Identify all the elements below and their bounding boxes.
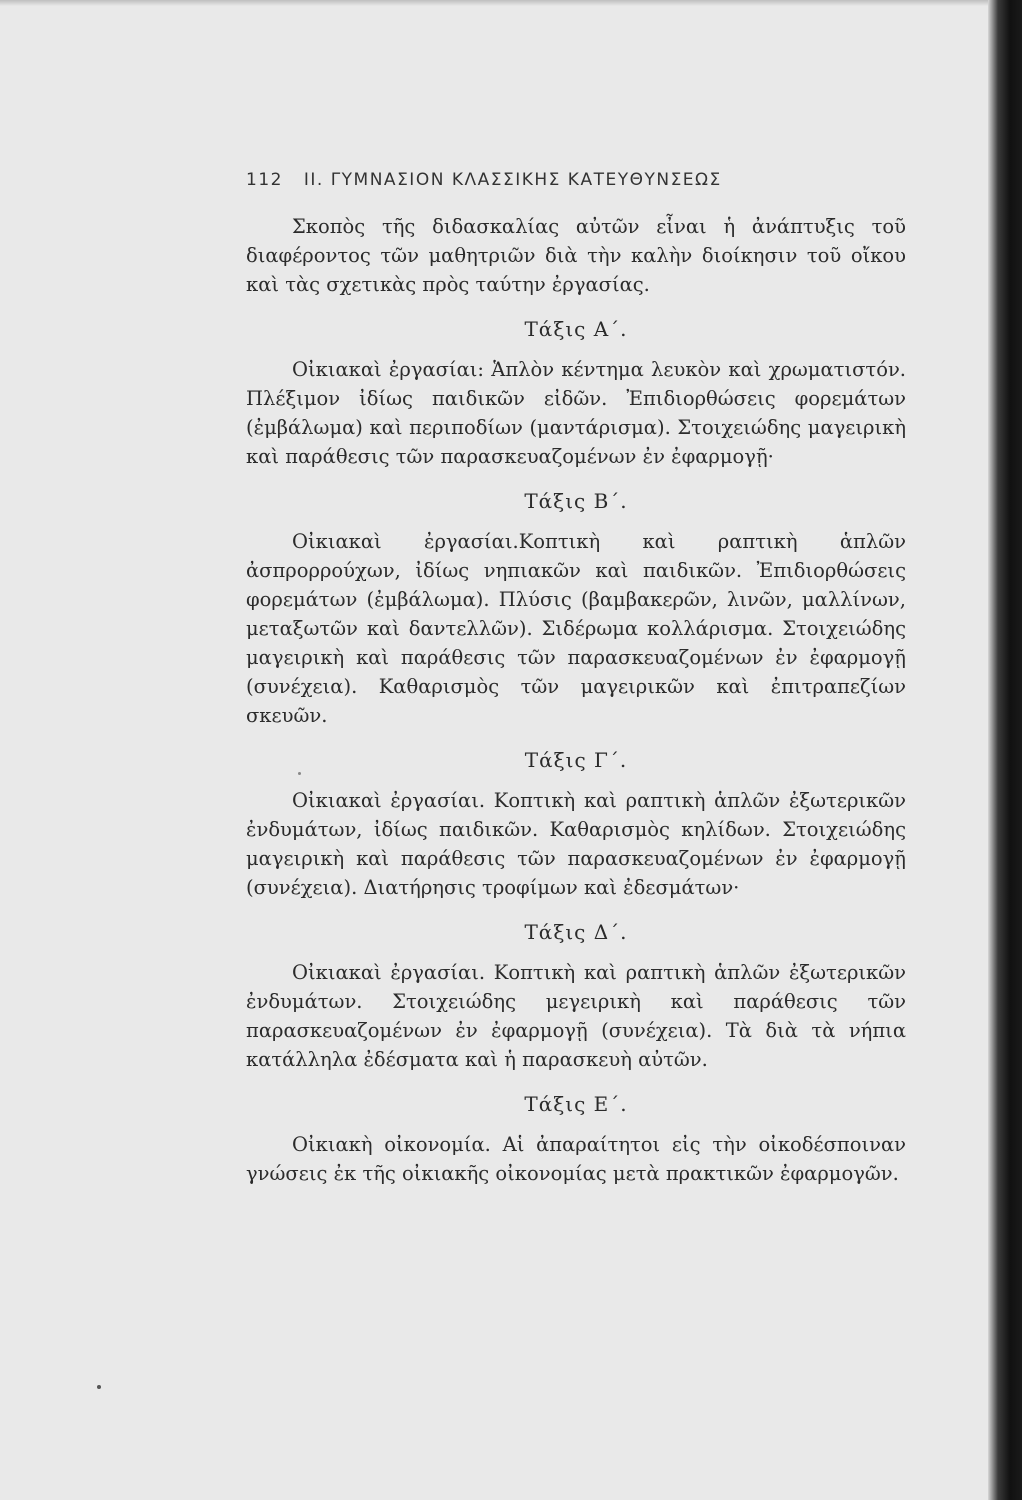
document-page [246, 170, 906, 1188]
intro-paragraph: Σκοπὸς τῆς διδασκαλίας αὐτῶν εἶναι ἡ ἀνάπτυξις τοῦ διαφέροντος τῶν μαθητριῶν διὰ τὴν καλὴν διοίκησιν τοῦ οἴκου καὶ τὰς σχετικὰς πρὸς ταύτην ἐργασίας. [246, 215, 906, 296]
section-text-b: Οἰκιακαὶ ἐργασίαι.Κοπτικὴ καὶ ραπτικὴ ἁπλῶν ἀσπρορρούχων, ἰδίως νηπιακῶν καὶ παιδικῶν. Ἐπιδιορθώσεις φορεμάτων (ἐμβάλωμα). Πλύσις (βαμβακερῶν, λινῶν, μαλλίνων, μεταξωτῶν καὶ δαντελλῶν). Σιδέρωμα κολλάρισμα. Στοιχειώδης μαγειρικὴ καὶ παράθεσις τῶν παρασκευαζομένων ἐν ἐφαρμογῇ (συνέχεια). Καθαρισμὸς τῶν μαγειρικῶν καὶ ἐπιτραπεζίων σκευῶν. [246, 530, 906, 727]
section-heading-b: Τάξις Β΄. [524, 489, 628, 513]
section-heading-c: Τάξις Γ΄. [524, 748, 628, 772]
ink-speck [97, 1385, 101, 1389]
page-binding-edge [988, 0, 1022, 1500]
page-top-shadow [0, 0, 1022, 6]
section-text-a: Οἰκιακαὶ ἐργασίαι: Ἁπλὸν κέντημα λευκὸν καὶ χρωματιστόν. Πλέξιμον ἰδίως παιδικῶν εἰδῶν. Ἐπιδιορθώσεις φορεμάτων (ἐμβάλωμα) καὶ περιποδίων (μαντάρισμα). Στοιχειώδης μαγειρικὴ καὶ παράθεσις τῶν παρασκευαζομένων ἐν ἐφαρμογῇ· [246, 358, 906, 468]
section-text-d: Οἰκιακαὶ ἐργασίαι. Κοπτικὴ καὶ ραπτικὴ ἁπλῶν ἐξωτερικῶν ἐνδυμάτων. Στοιχειώδης μεγειρικὴ καὶ παράθεσις τῶν παρασκευαζομένων ἐν ἐφαρμογῇ (συνέχεια). Τὰ διὰ τὰ νήπια κατάλληλα ἐδέσματα καὶ ἡ παρασκευὴ αὐτῶν. [246, 961, 906, 1071]
section-heading-a: Τάξις Α΄. [524, 317, 628, 341]
section-heading-e: Τάξις Ε΄. [524, 1092, 628, 1116]
running-head-title: II. ΓΥΜΝΑΣΙΟΝ ΚΛΑΣΣΙΚΗΣ ΚΑΤΕΥΘΥΝΣΕΩΣ [303, 170, 722, 190]
running-head [246, 170, 906, 190]
section-text-e: Οἰκιακὴ οἰκονομία. Αἱ ἀπαραίτητοι εἰς τὴν οἰκοδέσποιναν γνώσεις ἐκ τῆς οἰκιακῆς οἰκονομίας μετὰ πρακτικῶν ἐφαρμογῶν. [246, 1133, 906, 1185]
section-heading-d: Τάξις Δ΄. [524, 920, 628, 944]
page-number: 112 [246, 170, 283, 190]
section-text-c: Οἰκιακαὶ ἐργασίαι. Κοπτικὴ καὶ ραπτικὴ ἁπλῶν ἐξωτερικῶν ἐνδυμάτων, ἰδίως παιδικῶν. Καθαρισμὸς κηλίδων. Στοιχειώδης μαγειρικὴ καὶ παράθεσις τῶν παρασκευαζομένων ἐν ἐφαρμογῇ (συνέχεια). Διατήρησις τροφίμων καὶ ἐδεσμάτων· [246, 789, 906, 899]
